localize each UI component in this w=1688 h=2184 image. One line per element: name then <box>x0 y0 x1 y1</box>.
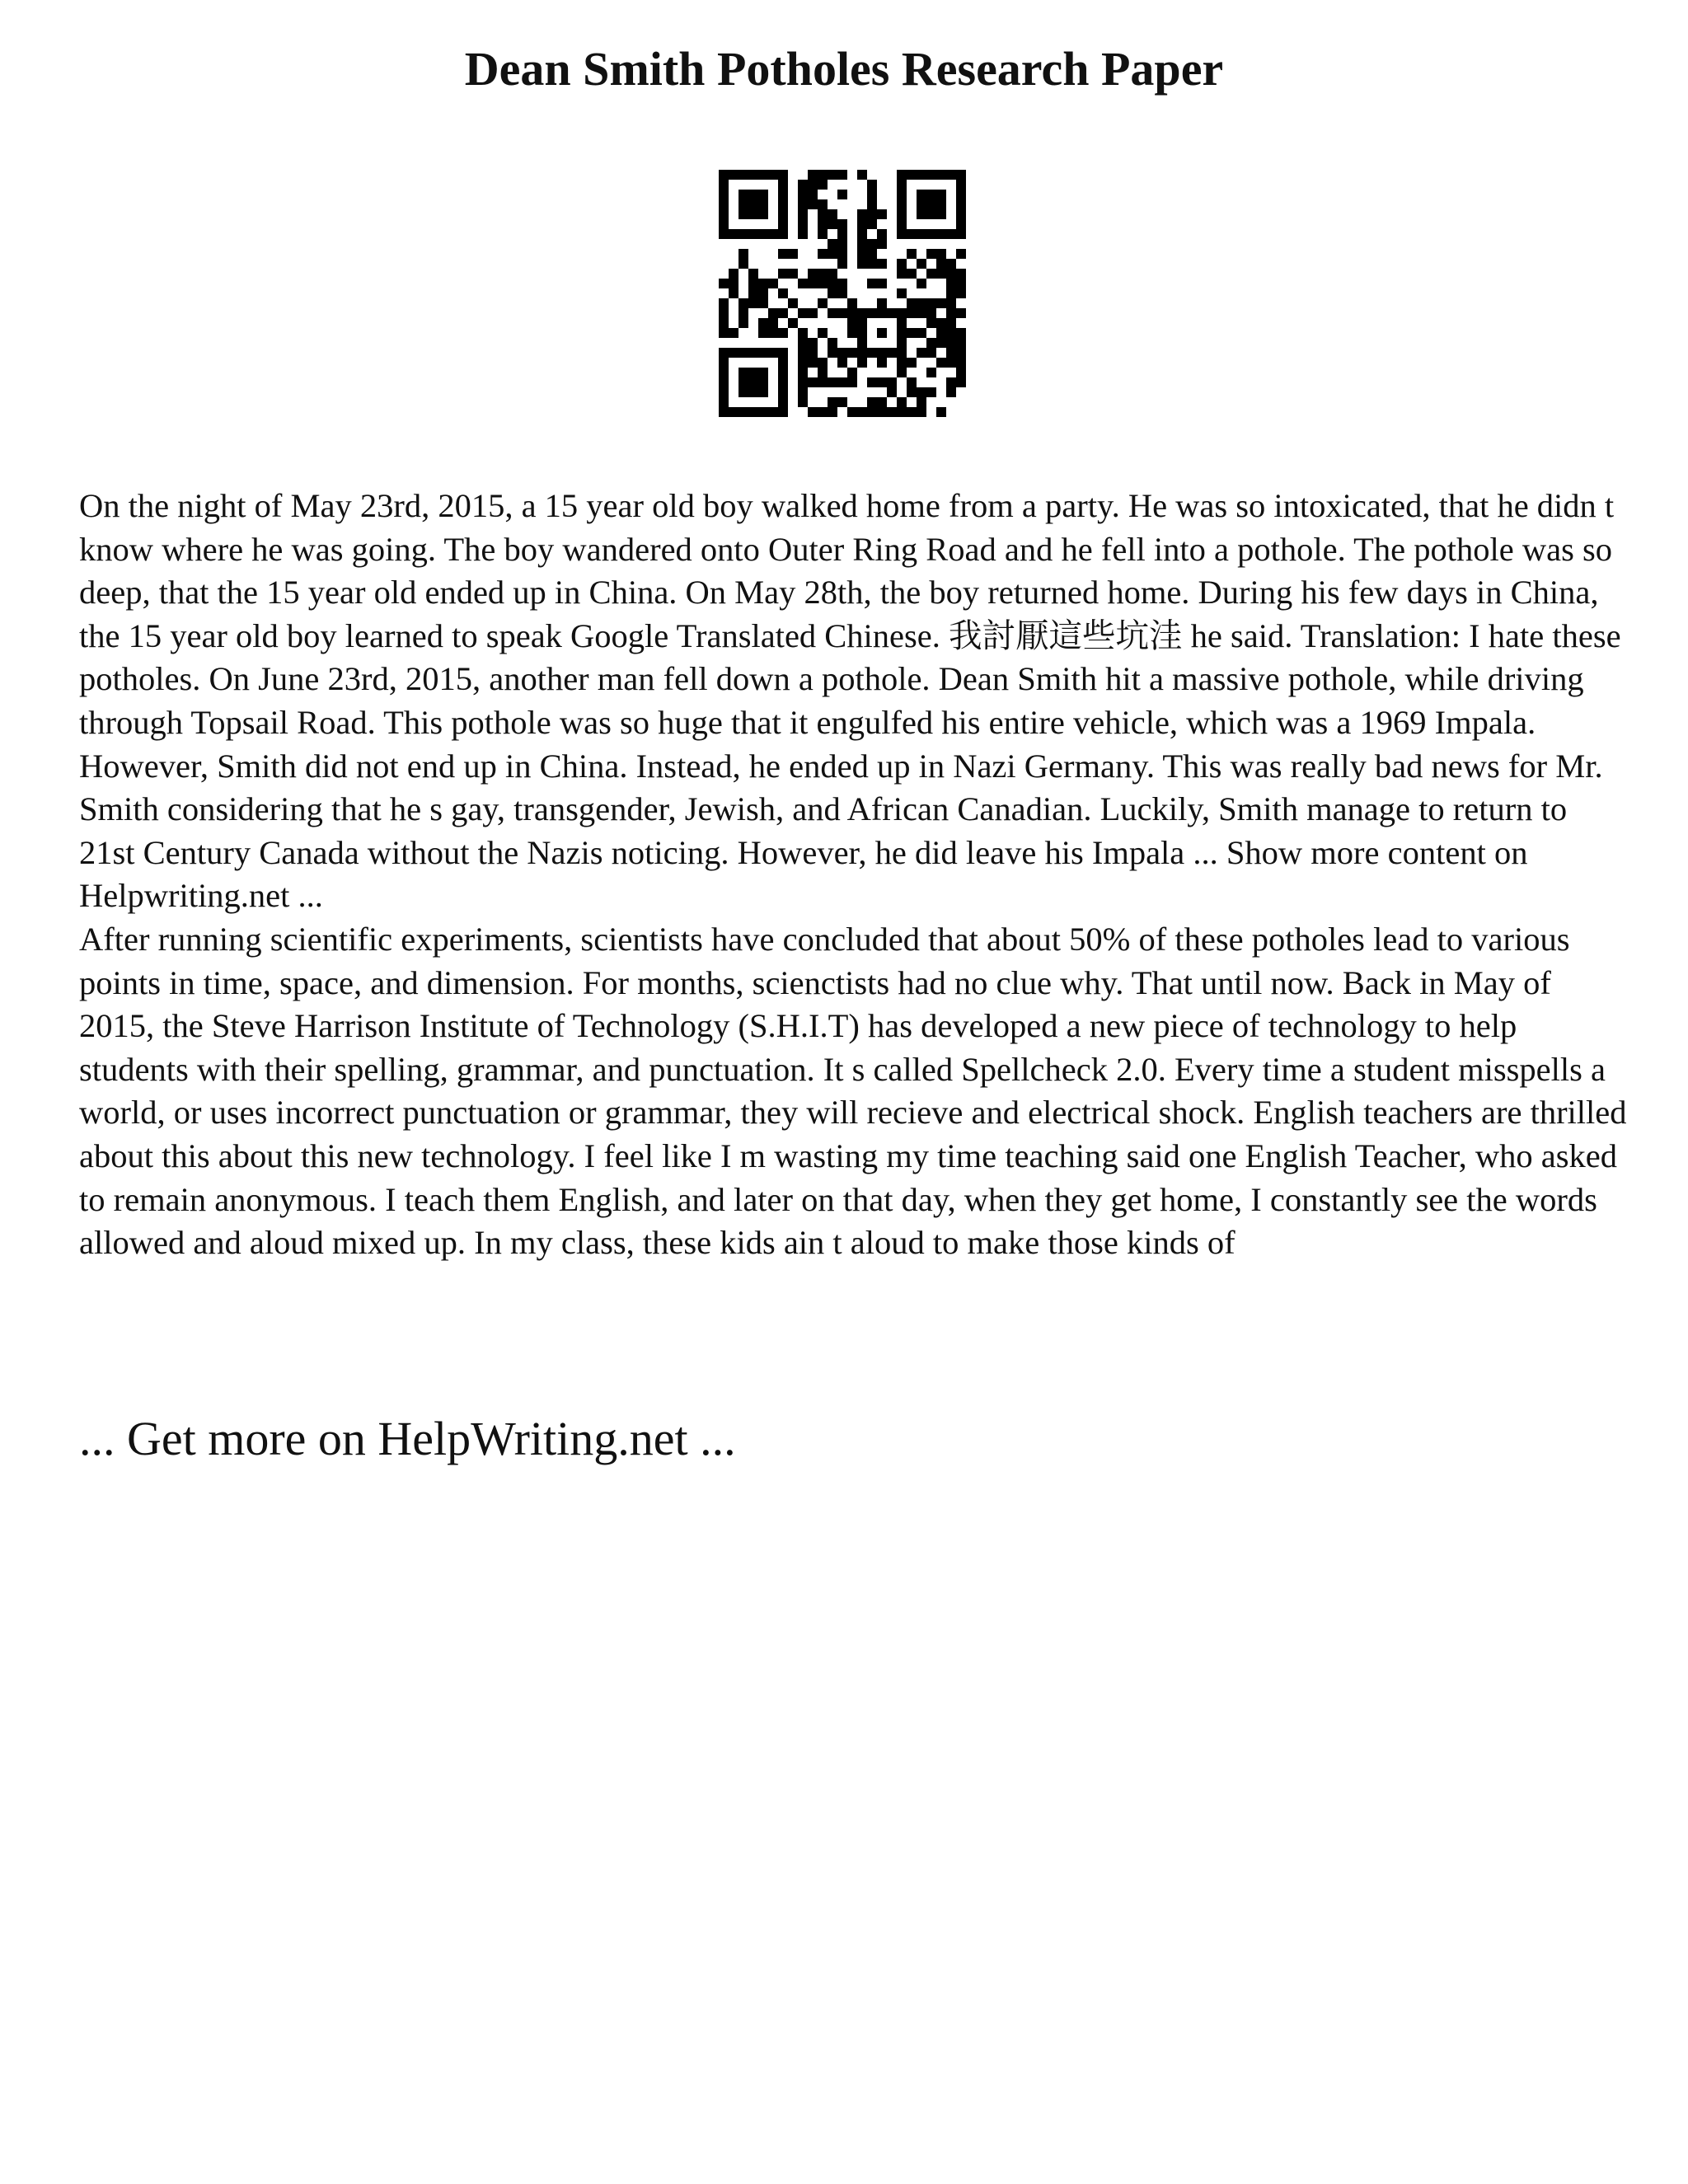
qr-code-icon <box>719 170 966 417</box>
paragraph: On the night of May 23rd, 2015, a 15 year old boy walked home from a party. He was so intoxicated, that he didn t know where he was going. The boy wandered onto Outer Ring Road and he fell into a pothole. The pothole was so deep, that the 15 year old ended up in China. On May 28th, the boy returned home. During his few days in China, the 15 year old boy learned to speak Google Translated Chinese. 我討厭這些坑洼 he said. Translation: I hate these potholes. On June 23rd, 2015, another man fell down a pothole. Dean Smith hit a massive pothole, while driving through Topsail Road. This pothole was so huge that it engulfed his entire vehicle, which was a 1969 Impala. However, Smith did not end up in China. Instead, he ended up in Nazi Germany. This was really bad news for Mr. Smith considering that he s gay, transgender, Jewish, and African Canadian. Luckily, Smith manage to return to 21st Century Canada without the Nazis noticing. However, he did leave his Impala ... Show more content on Helpwriting.net ... <box>79 487 1621 915</box>
get-more-link[interactable]: ... Get more on HelpWriting.net ... <box>79 1412 736 1465</box>
paragraph: After running scientific experiments, scientists have concluded that about 50% of these potholes lead to various points in time, space, and dimension. For months, scienctists had no clue why. That until now. Back in May of 2015, the Steve Harrison Institute of Technology (S.H.I.T) has developed a new piece of technology to help students with their spelling, grammar, and punctuation. It s called Spellcheck 2.0. Every time a student misspells a world, or uses incorrect punctuation or grammar, they will recieve and electrical shock. English teachers are thrilled about this about this new technology. I feel like I m wasting my time teaching said one English Teacher, who asked to remain anonymous. I teach them English, and later on that day, when they get home, I constantly see the words allowed and aloud mixed up. In my class, these kids ain t aloud to make those kinds of <box>79 920 1627 1262</box>
article-body <box>79 485 1629 1265</box>
page-title: Dean Smith Potholes Research Paper <box>464 42 1224 96</box>
